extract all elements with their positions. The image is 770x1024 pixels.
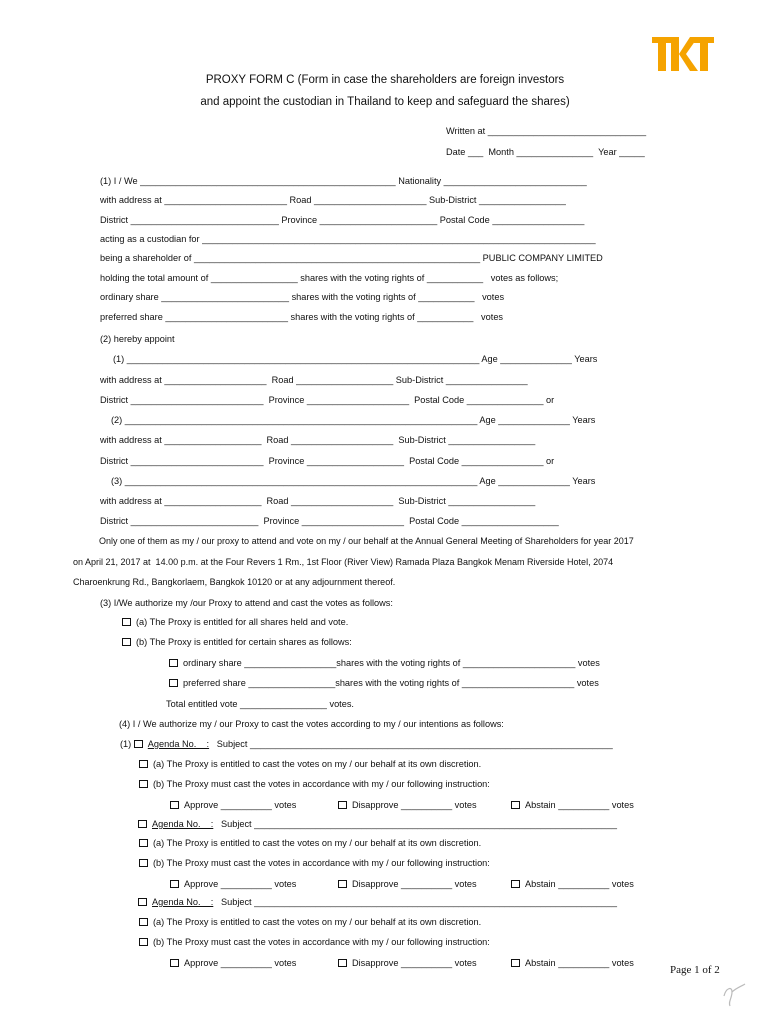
checkbox-icon[interactable] xyxy=(170,801,179,809)
shareholder-district-field[interactable]: District _____________________________ Province _______________________ Postal Code __________________ xyxy=(100,215,585,225)
proxy-1-district-field[interactable]: District __________________________ Province ____________________ Postal Code _______________ or xyxy=(100,395,555,405)
checkbox-icon[interactable] xyxy=(139,918,148,926)
proxy-2-district-field[interactable]: District __________________________ Province ___________________ Postal Code ________________ or xyxy=(100,456,555,466)
option-label: (b) The Proxy must cast the votes in accordance with my / our following instruction: xyxy=(153,858,490,868)
checkbox-icon[interactable] xyxy=(139,859,148,867)
option-label: Abstain __________ votes xyxy=(525,879,634,889)
agenda-row-1[interactable] xyxy=(120,738,613,750)
company-field[interactable]: being a shareholder of ________________________________________________________ PUBLIC COMPANY LIMITED xyxy=(100,253,603,263)
agenda-3-option-a[interactable] xyxy=(139,916,481,928)
checkbox-icon[interactable] xyxy=(169,659,178,667)
option-label: Abstain __________ votes xyxy=(525,800,634,810)
agenda-2-approve[interactable] xyxy=(170,878,296,890)
agenda-1-approve[interactable] xyxy=(170,799,296,811)
preferred-shares-field[interactable]: preferred share ________________________ shares with the voting rights of ___________ votes xyxy=(100,312,504,322)
agenda-label: Agenda No. : xyxy=(152,897,214,907)
proxy-1-address-field[interactable]: with address at ____________________ Road ___________________ Sub-District ________________ xyxy=(100,375,528,385)
option-a-all-shares[interactable] xyxy=(122,616,348,628)
checkbox-icon[interactable] xyxy=(122,638,131,646)
ordinary-votes-field[interactable] xyxy=(169,657,600,669)
checkbox-icon[interactable] xyxy=(338,959,347,967)
custodian-field[interactable]: acting as a custodian for _____________________________________________________________________________ xyxy=(100,234,596,244)
authorize-heading: (3) I/We authorize my /our Proxy to attend and cast the votes as follows: xyxy=(100,598,393,608)
option-b-certain-shares[interactable] xyxy=(122,636,352,648)
agenda-row-3[interactable] xyxy=(138,896,617,908)
agenda-row-2[interactable] xyxy=(138,818,617,830)
option-label: Approve __________ votes xyxy=(184,958,297,968)
proxy-2-address-field[interactable]: with address at ___________________ Road ____________________ Sub-District _________________ xyxy=(100,435,536,445)
agenda-3-abstain[interactable] xyxy=(511,957,634,969)
checkbox-icon[interactable] xyxy=(138,820,147,828)
option-label: (b) The Proxy must cast the votes in accordance with my / our following instruction: xyxy=(153,937,490,947)
checkbox-icon[interactable] xyxy=(122,618,131,626)
checkbox-icon[interactable] xyxy=(170,959,179,967)
checkbox-icon[interactable] xyxy=(139,839,148,847)
checkbox-icon[interactable] xyxy=(338,801,347,809)
agenda-1-option-b[interactable] xyxy=(139,778,490,790)
page-number: Page 1 of 2 xyxy=(670,964,720,976)
agenda-1-disapprove[interactable] xyxy=(338,799,477,811)
checkbox-icon[interactable] xyxy=(511,801,520,809)
proxy-3-address-field[interactable]: with address at ___________________ Road ____________________ Sub-District _________________ xyxy=(100,496,536,506)
option-label: Approve __________ votes xyxy=(184,879,297,889)
agenda-2-option-b[interactable] xyxy=(139,857,490,869)
checkbox-icon[interactable] xyxy=(134,740,143,748)
agenda-2-disapprove[interactable] xyxy=(338,878,477,890)
agenda-label: Agenda No. : xyxy=(147,739,210,749)
option-label: (a) The Proxy is entitled for all shares held and vote. xyxy=(136,617,349,627)
preferred-votes-field[interactable] xyxy=(169,677,599,689)
option-label: (b) The Proxy is entitled for certain shares as follows: xyxy=(136,637,352,647)
option-label: (a) The Proxy is entitled to cast the votes on my / our behalf at its own discretion. xyxy=(153,759,482,769)
date-field[interactable]: Date ___ Month _______________ Year _____ xyxy=(446,147,645,157)
agenda-label: Agenda No. : xyxy=(152,819,214,829)
option-label: (b) The Proxy must cast the votes in accordance with my / our following instruction: xyxy=(153,779,490,789)
option-label: Abstain __________ votes xyxy=(525,958,634,968)
agenda-3-option-b[interactable] xyxy=(139,936,490,948)
agenda-2-abstain[interactable] xyxy=(511,878,634,890)
signature-icon xyxy=(718,978,748,1008)
checkbox-icon[interactable] xyxy=(511,880,520,888)
shareholder-name-field[interactable]: (1) I / We __________________________________________________ Nationality ____________________________ xyxy=(100,176,587,186)
option-label: preferred share _________________shares with the voting rights of ______________________ votes xyxy=(183,678,599,688)
subject-field[interactable]: Subject _______________________________________________________________________ xyxy=(220,819,617,829)
agenda-3-approve[interactable] xyxy=(170,957,296,969)
checkbox-icon[interactable] xyxy=(511,959,520,967)
appoint-heading: (2) hereby appoint xyxy=(100,334,175,344)
agenda-1-option-a[interactable] xyxy=(139,758,481,770)
proxy-3-name-field[interactable]: (3) _____________________________________________________________________ Age ______________ Years xyxy=(111,476,596,486)
meeting-text-line-1: Only one of them as my / our proxy to attend and vote on my / our behalf at the Annual General Meeting of Shareholders for year 2017 xyxy=(99,536,634,546)
proxy-1-name-field[interactable]: (1) _____________________________________________________________________ Age ______________ Years xyxy=(113,354,598,364)
option-label: (a) The Proxy is entitled to cast the votes on my / our behalf at its own discretion. xyxy=(153,838,482,848)
agenda-2-option-a[interactable] xyxy=(139,837,481,849)
ordinary-shares-field[interactable]: ordinary share _________________________ shares with the voting rights of ___________ votes xyxy=(100,292,505,302)
option-label: Disapprove __________ votes xyxy=(352,800,477,810)
subject-field[interactable]: Subject _______________________________________________________________________ xyxy=(220,897,617,907)
tkt-logo-icon xyxy=(652,37,714,71)
checkbox-icon[interactable] xyxy=(138,898,147,906)
checkbox-icon[interactable] xyxy=(139,938,148,946)
meeting-text-line-2: on April 21, 2017 at 14.00 p.m. at the Four Revers 1 Rm., 1st Floor (River View) Ramada Plaza Bangkok Menam Riverside Hotel, 2074 xyxy=(73,557,614,567)
checkbox-icon[interactable] xyxy=(169,679,178,687)
total-shares-field[interactable]: holding the total amount of _________________ shares with the voting rights of ___________ votes as follows; xyxy=(100,273,559,283)
option-label: (a) The Proxy is entitled to cast the votes on my / our behalf at its own discretion. xyxy=(153,917,482,927)
option-label: Approve __________ votes xyxy=(184,800,297,810)
option-label: Disapprove __________ votes xyxy=(352,879,477,889)
form-title-line-2: and appoint the custodian in Thailand to keep and safeguard the shares) xyxy=(200,96,570,108)
intentions-heading: (4) I / We authorize my / our Proxy to cast the votes according to my / our intentions as follows: xyxy=(119,719,504,729)
checkbox-icon[interactable] xyxy=(139,760,148,768)
subject-field[interactable]: Subject _______________________________________________________________________ xyxy=(216,739,613,749)
agenda-1-abstain[interactable] xyxy=(511,799,634,811)
checkbox-icon[interactable] xyxy=(170,880,179,888)
checkbox-icon[interactable] xyxy=(338,880,347,888)
option-label: ordinary share __________________shares with the voting rights of ______________________ votes xyxy=(183,658,600,668)
proxy-3-district-field[interactable]: District _________________________ Province ____________________ Postal Code ___________________ xyxy=(100,516,559,526)
shareholder-address-field[interactable]: with address at ________________________ Road ______________________ Sub-District _________________ xyxy=(100,195,566,205)
checkbox-icon[interactable] xyxy=(139,780,148,788)
form-title-line-1: PROXY FORM C (Form in case the shareholders are foreign investors xyxy=(205,74,565,86)
agenda-number: (1) xyxy=(120,739,132,749)
option-label: Disapprove __________ votes xyxy=(352,958,477,968)
total-votes-field[interactable]: Total entitled vote _________________ votes. xyxy=(166,699,354,709)
proxy-2-name-field[interactable]: (2) _____________________________________________________________________ Age ______________ Years xyxy=(111,415,596,425)
meeting-text-line-3: Charoenkrung Rd., Bangkorlaem, Bangkok 10120 or at any adjournment thereof. xyxy=(73,577,396,587)
written-at-field[interactable]: Written at _______________________________ xyxy=(446,126,647,136)
agenda-3-disapprove[interactable] xyxy=(338,957,477,969)
